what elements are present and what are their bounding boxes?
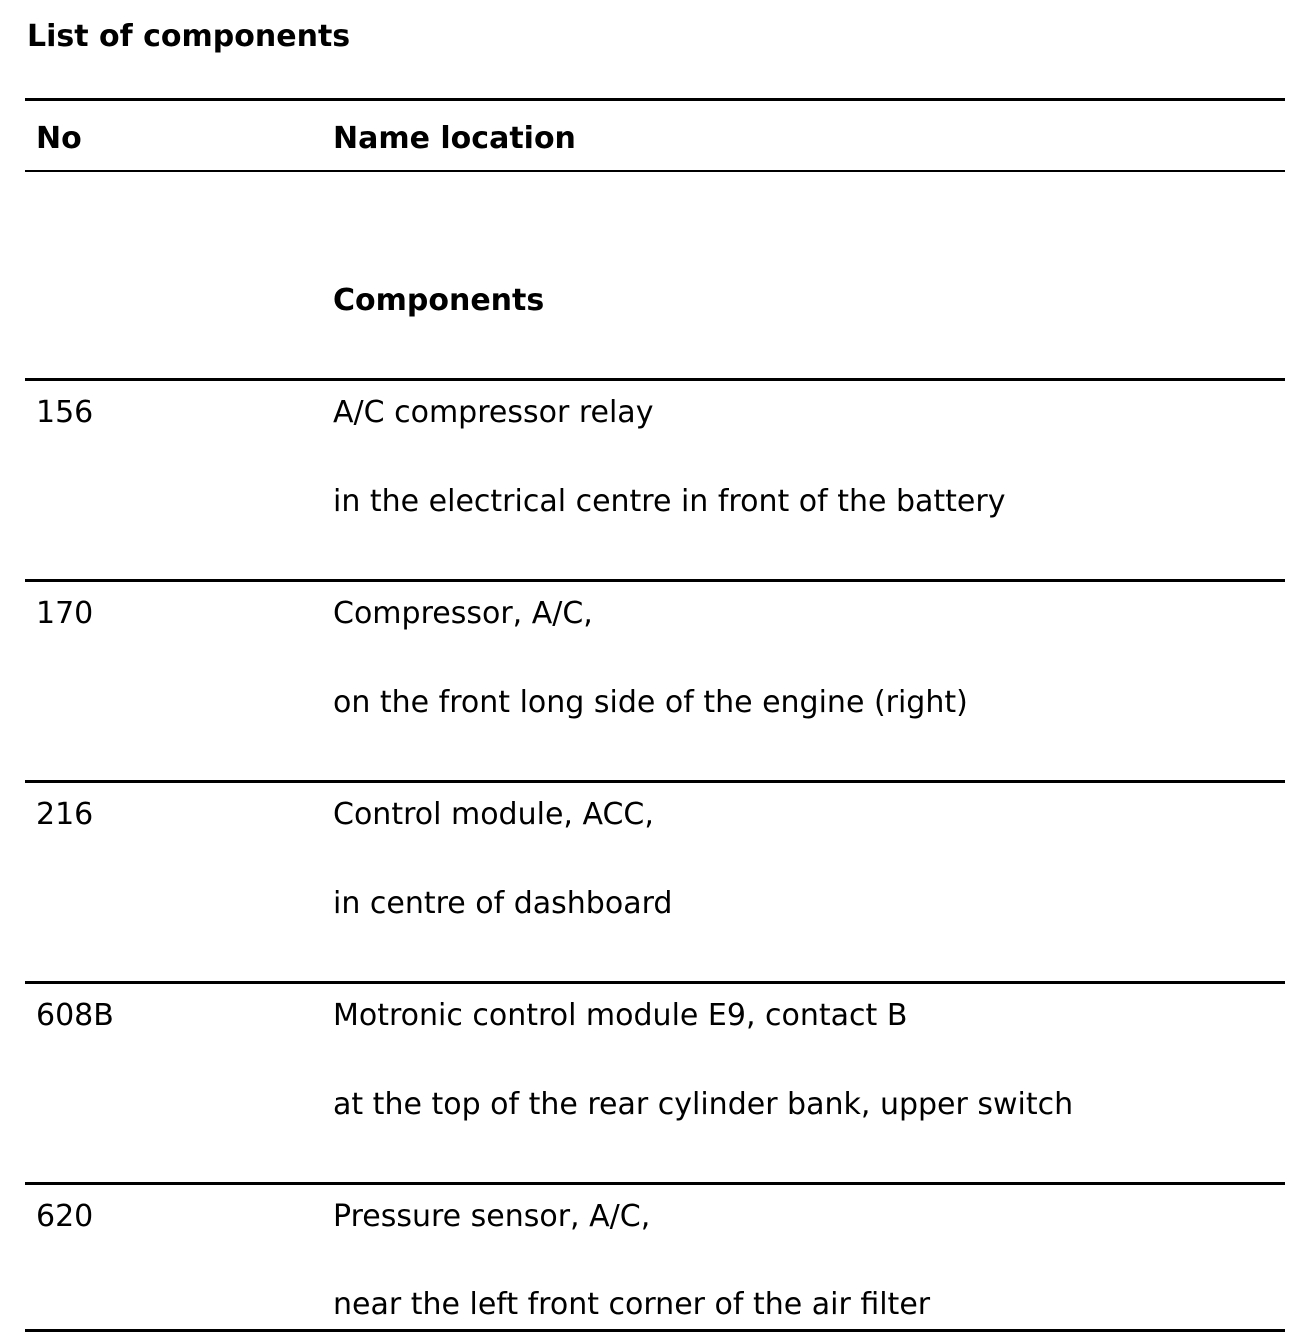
row-component-name: A/C compressor relay bbox=[333, 395, 654, 430]
row-component-name: Motronic control module E9, contact B bbox=[333, 998, 908, 1033]
row-number: 216 bbox=[36, 797, 94, 832]
row-divider bbox=[25, 780, 1285, 783]
row-number: 608B bbox=[36, 998, 114, 1033]
row-component-location: near the left front corner of the air filter bbox=[333, 1287, 931, 1322]
row-number: 170 bbox=[36, 596, 94, 631]
row-component-location: in the electrical centre in front of the battery bbox=[333, 484, 1006, 519]
header-name-location: Name location bbox=[333, 121, 576, 156]
table-top-rule bbox=[25, 98, 1285, 101]
table-bottom-rule bbox=[25, 1329, 1285, 1332]
row-component-location: in centre of dashboard bbox=[333, 886, 673, 921]
row-component-name: Pressure sensor, A/C, bbox=[333, 1199, 651, 1234]
row-component-name: Control module, ACC, bbox=[333, 797, 654, 832]
row-divider bbox=[25, 1182, 1285, 1185]
row-component-location: on the front long side of the engine (right) bbox=[333, 685, 968, 720]
document-title: List of components bbox=[27, 19, 351, 54]
header-no: No bbox=[36, 121, 82, 156]
row-number: 156 bbox=[36, 395, 94, 430]
section-title: Components bbox=[333, 283, 545, 318]
row-divider bbox=[25, 981, 1285, 984]
row-component-name: Compressor, A/C, bbox=[333, 596, 593, 631]
header-bottom-rule bbox=[25, 170, 1285, 172]
row-divider bbox=[25, 378, 1285, 381]
row-divider bbox=[25, 579, 1285, 582]
row-component-location: at the top of the rear cylinder bank, upper switch bbox=[333, 1087, 1074, 1122]
row-number: 620 bbox=[36, 1199, 94, 1234]
